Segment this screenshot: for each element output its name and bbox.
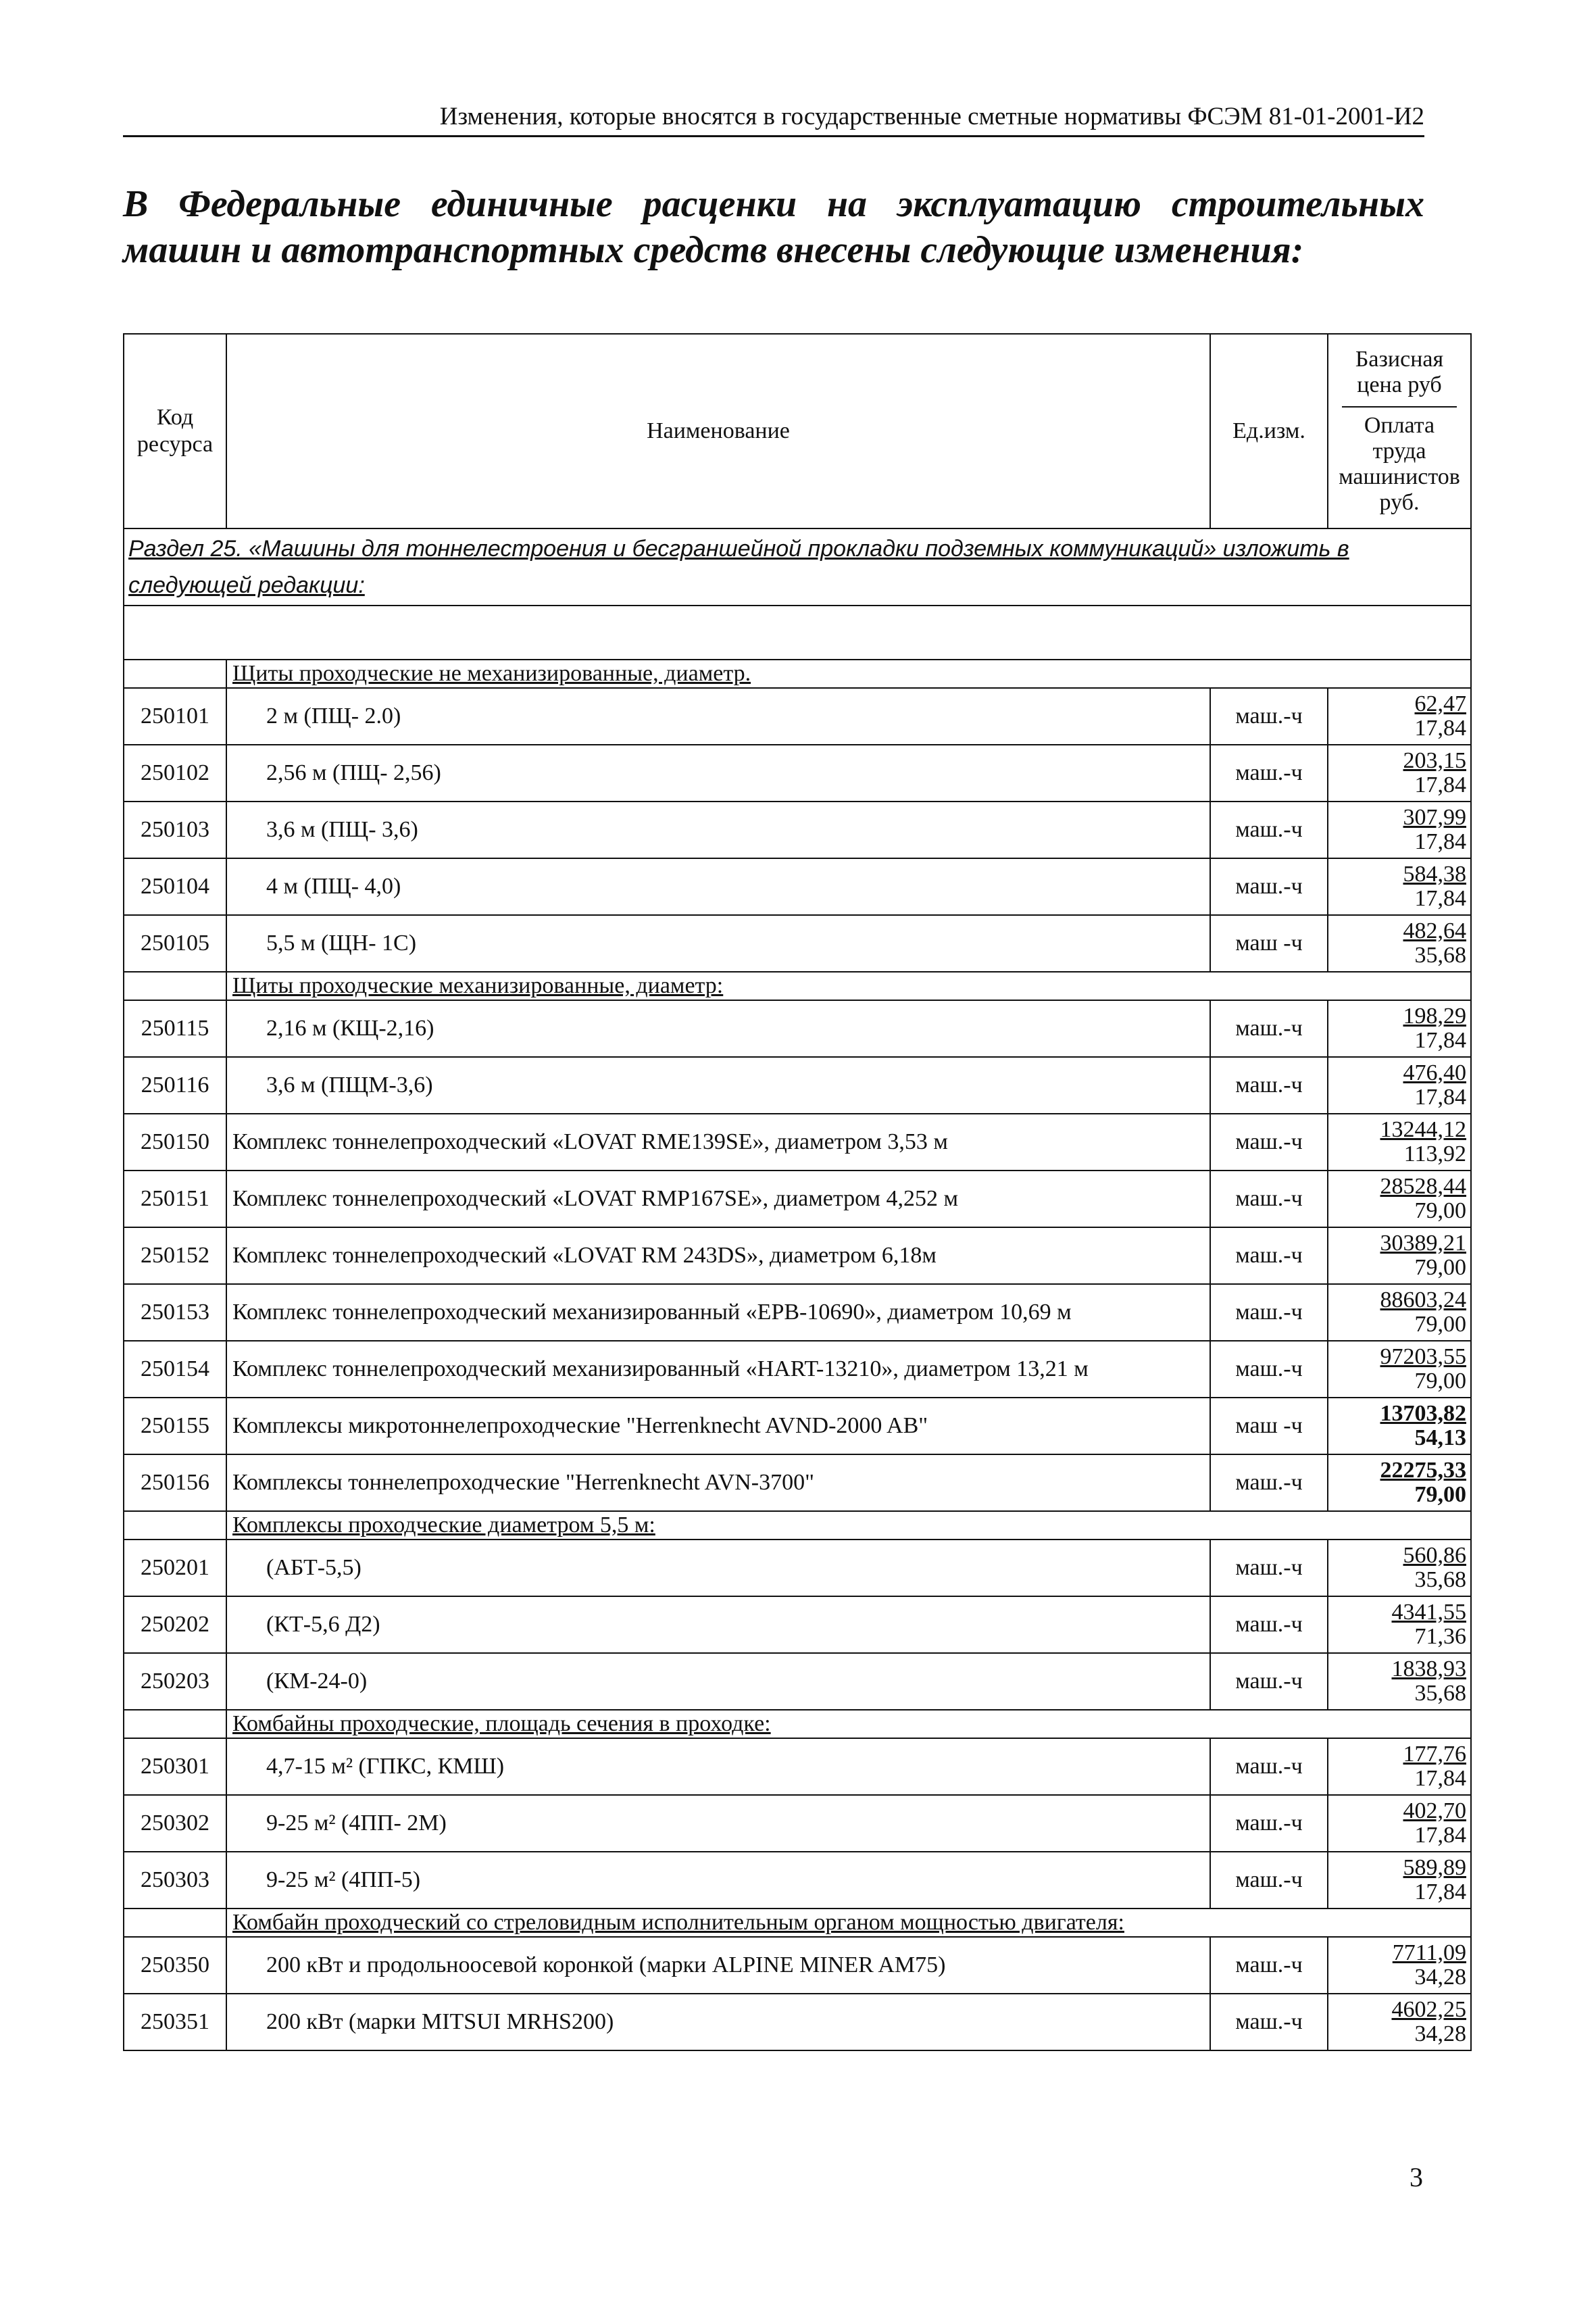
- base-price: 177,76: [1403, 1742, 1466, 1767]
- table-row: [124, 1596, 1471, 1653]
- group-header-spacer: [124, 1710, 226, 1738]
- table-row: [124, 1653, 1471, 1710]
- operator-wage: 17,84: [1414, 829, 1466, 854]
- price-cell: [1328, 1227, 1471, 1284]
- price-cell: [1328, 1738, 1471, 1795]
- price-cell: [1328, 858, 1471, 915]
- unit-of-measure: маш.-ч: [1210, 1171, 1328, 1227]
- operator-wage: 79,00: [1414, 1198, 1466, 1223]
- table-row: [124, 1738, 1471, 1795]
- resource-code: 250155: [124, 1398, 226, 1454]
- resource-name: 200 кВт (марки MITSUI MRHS200): [226, 1994, 1210, 2050]
- group-header-row: [124, 1710, 1471, 1738]
- base-price: 589,89: [1403, 1855, 1466, 1880]
- unit-of-measure: маш.-ч: [1210, 858, 1328, 915]
- section-title-text: Раздел 25. «Машины для тоннелестроения и бесграншейной прокладки подземных коммуникаций» изложить в следующей редакции:: [128, 536, 1349, 598]
- table-row: [124, 1937, 1471, 1994]
- group-header-spacer: [124, 1909, 226, 1937]
- base-price: 13244,12: [1380, 1117, 1466, 1142]
- header-name: Наименование: [226, 334, 1210, 528]
- resource-name: Комплекс тоннелепроходческий «LOVAT RMP167SE», диаметром 4,252 м: [226, 1171, 1210, 1227]
- resource-code: 250154: [124, 1341, 226, 1398]
- table-row: [124, 1057, 1471, 1114]
- resource-name: (КТ-5,6 Д2): [226, 1596, 1210, 1653]
- operator-wage: 79,00: [1414, 1369, 1466, 1394]
- base-price: 482,64: [1403, 918, 1466, 943]
- table-row: [124, 1454, 1471, 1511]
- unit-of-measure: маш.-ч: [1210, 1795, 1328, 1852]
- header-price: [1328, 334, 1471, 528]
- price-cell: [1328, 1114, 1471, 1171]
- resource-code: 250151: [124, 1171, 226, 1227]
- base-price: 97203,55: [1380, 1344, 1466, 1369]
- operator-wage: 17,84: [1414, 1028, 1466, 1053]
- resource-name: 2,56 м (ПЩ- 2,56): [226, 745, 1210, 802]
- operator-wage: 17,84: [1414, 886, 1466, 911]
- operator-wage: 17,84: [1414, 772, 1466, 797]
- unit-of-measure: маш.-ч: [1210, 688, 1328, 745]
- operator-wage: 17,84: [1414, 1879, 1466, 1904]
- base-price: 560,86: [1403, 1543, 1466, 1568]
- resource-name: (КМ-24-0): [226, 1653, 1210, 1710]
- group-title-text: Комбайн проходческий со стреловидным исполнительным органом мощностью двигателя:: [232, 1910, 1124, 1935]
- price-cell: [1328, 1341, 1471, 1398]
- unit-of-measure: маш.-ч: [1210, 1114, 1328, 1171]
- base-price: 476,40: [1403, 1060, 1466, 1085]
- unit-of-measure: маш.-ч: [1210, 1341, 1328, 1398]
- resource-name: 3,6 м (ПЩМ-3,6): [226, 1057, 1210, 1114]
- resource-name: 3,6 м (ПЩ- 3,6): [226, 802, 1210, 858]
- resource-code: 250201: [124, 1540, 226, 1596]
- resource-code: 250302: [124, 1795, 226, 1852]
- table-row: [124, 745, 1471, 802]
- table-row: [124, 1171, 1471, 1227]
- group-header-row: [124, 1909, 1471, 1937]
- base-price: 13703,82: [1380, 1401, 1466, 1426]
- operator-wage: 54,13: [1414, 1425, 1466, 1450]
- base-price: 198,29: [1403, 1004, 1466, 1029]
- price-cell: [1328, 1596, 1471, 1653]
- table-row: [124, 1398, 1471, 1454]
- header-code: Код ресурса: [124, 334, 226, 528]
- base-price: 203,15: [1403, 748, 1466, 773]
- resource-code: 250115: [124, 1000, 226, 1057]
- base-price: 402,70: [1403, 1798, 1466, 1823]
- section-title-row: [124, 528, 1471, 606]
- resource-code: 250153: [124, 1284, 226, 1341]
- base-price: 307,99: [1403, 805, 1466, 830]
- resource-code: 250301: [124, 1738, 226, 1795]
- resource-name: (АБТ-5,5): [226, 1540, 1210, 1596]
- resource-code: 250102: [124, 745, 226, 802]
- group-header-row: [124, 972, 1471, 1000]
- resource-name: Комплексы микротоннелепроходческие "Herrenknecht AVND-2000 AB": [226, 1398, 1210, 1454]
- table-row: [124, 858, 1471, 915]
- resource-code: 250105: [124, 915, 226, 972]
- resource-code: 250350: [124, 1937, 226, 1994]
- resource-name: 9-25 м² (4ПП-5): [226, 1852, 1210, 1909]
- table-row: [124, 1284, 1471, 1341]
- group-title: [226, 1909, 1471, 1937]
- operator-wage: 17,84: [1414, 716, 1466, 741]
- base-price: 62,47: [1414, 691, 1466, 716]
- resource-name: 4,7-15 м² (ГПКС, КМШ): [226, 1738, 1210, 1795]
- unit-of-measure: маш.-ч: [1210, 745, 1328, 802]
- base-price: 22275,33: [1380, 1458, 1466, 1483]
- operator-wage: 35,68: [1414, 1567, 1466, 1592]
- blank-cell: [124, 606, 1471, 660]
- group-title-text: Комплексы проходческие диаметром 5,5 м:: [232, 1512, 655, 1537]
- operator-wage: 17,84: [1414, 1766, 1466, 1791]
- table-row: [124, 915, 1471, 972]
- operator-wage: 79,00: [1414, 1482, 1466, 1507]
- table-row: [124, 1540, 1471, 1596]
- unit-of-measure: маш.-ч: [1210, 1000, 1328, 1057]
- group-title: [226, 972, 1471, 1000]
- group-header-spacer: [124, 660, 226, 688]
- unit-of-measure: маш.-ч: [1210, 1653, 1328, 1710]
- table-header-row: [124, 334, 1471, 528]
- price-cell: [1328, 1284, 1471, 1341]
- resource-name: 200 кВт и продольноосевой коронкой (марки ALPINE MINER AM75): [226, 1937, 1210, 1994]
- price-cell: [1328, 1171, 1471, 1227]
- group-title: [226, 1511, 1471, 1540]
- running-header: Изменения, которые вносятся в государственные сметные нормативы ФСЭМ 81-01-2001-И2: [123, 100, 1424, 137]
- resource-code: 250152: [124, 1227, 226, 1284]
- base-price: 30389,21: [1380, 1231, 1466, 1256]
- table-row: [124, 1227, 1471, 1284]
- resource-code: 250116: [124, 1057, 226, 1114]
- price-cell: [1328, 1653, 1471, 1710]
- operator-wage: 17,84: [1414, 1823, 1466, 1848]
- price-cell: [1328, 1057, 1471, 1114]
- group-title: [226, 1710, 1471, 1738]
- resource-code: 250101: [124, 688, 226, 745]
- table-row: [124, 1852, 1471, 1909]
- operator-wage: 35,68: [1414, 943, 1466, 968]
- header-price-wage: Оплата труда машинистов руб.: [1339, 413, 1460, 515]
- resource-code: 250351: [124, 1994, 226, 2050]
- resource-name: Комплекс тоннелепроходческий «LOVAT RM 243DS», диаметром 6,18м: [226, 1227, 1210, 1284]
- price-cell: [1328, 1540, 1471, 1596]
- resource-code: 250303: [124, 1852, 226, 1909]
- rates-table-body: [124, 334, 1471, 2050]
- price-cell: [1328, 1000, 1471, 1057]
- blank-row: [124, 606, 1471, 660]
- operator-wage: 79,00: [1414, 1312, 1466, 1337]
- unit-of-measure: маш.-ч: [1210, 1738, 1328, 1795]
- base-price: 1838,93: [1391, 1656, 1466, 1681]
- table-row: [124, 1994, 1471, 2050]
- price-cell: [1328, 1398, 1471, 1454]
- operator-wage: 34,28: [1414, 2021, 1466, 2046]
- unit-of-measure: маш.-ч: [1210, 1454, 1328, 1511]
- resource-code: 250104: [124, 858, 226, 915]
- group-header-spacer: [124, 1511, 226, 1540]
- base-price: 4341,55: [1391, 1600, 1466, 1625]
- header-price-divider: [1342, 406, 1457, 408]
- price-cell: [1328, 1852, 1471, 1909]
- resource-code: 250103: [124, 802, 226, 858]
- group-header-row: [124, 1511, 1471, 1540]
- table-row: [124, 1000, 1471, 1057]
- resource-name: Комплексы тоннелепроходческие "Herrenknecht AVN-3700": [226, 1454, 1210, 1511]
- resource-name: Комплекс тоннелепроходческий механизированный «HART-13210», диаметром 13,21 м: [226, 1341, 1210, 1398]
- unit-of-measure: маш -ч: [1210, 915, 1328, 972]
- resource-code: 250150: [124, 1114, 226, 1171]
- resource-code: 250202: [124, 1596, 226, 1653]
- operator-wage: 17,84: [1414, 1085, 1466, 1110]
- price-cell: [1328, 1937, 1471, 1994]
- table-row: [124, 1114, 1471, 1171]
- resource-name: 2 м (ПЩ- 2.0): [226, 688, 1210, 745]
- intro-heading: В Федеральные единичные расценки на эксплуатацию строительных машин и автотранспортных средств внесены следующие изменения:: [123, 183, 1424, 271]
- base-price: 4602,25: [1391, 1997, 1466, 2022]
- table-row: [124, 802, 1471, 858]
- unit-of-measure: маш -ч: [1210, 1398, 1328, 1454]
- group-header-spacer: [124, 972, 226, 1000]
- unit-of-measure: маш.-ч: [1210, 802, 1328, 858]
- unit-of-measure: маш.-ч: [1210, 1852, 1328, 1909]
- group-title: [226, 660, 1471, 688]
- unit-of-measure: маш.-ч: [1210, 1937, 1328, 1994]
- unit-of-measure: маш.-ч: [1210, 1596, 1328, 1653]
- resource-name: 9-25 м² (4ПП- 2М): [226, 1795, 1210, 1852]
- unit-of-measure: маш.-ч: [1210, 1540, 1328, 1596]
- operator-wage: 34,28: [1414, 1965, 1466, 1990]
- table-row: [124, 688, 1471, 745]
- price-cell: [1328, 915, 1471, 972]
- operator-wage: 35,68: [1414, 1681, 1466, 1706]
- page-number: 3: [1410, 2162, 1423, 2192]
- unit-of-measure: маш.-ч: [1210, 1227, 1328, 1284]
- group-header-row: [124, 660, 1471, 688]
- price-cell: [1328, 688, 1471, 745]
- table-row: [124, 1341, 1471, 1398]
- price-cell: [1328, 745, 1471, 802]
- price-cell: [1328, 1795, 1471, 1852]
- operator-wage: 71,36: [1414, 1624, 1466, 1649]
- base-price: 88603,24: [1380, 1287, 1466, 1312]
- section-title: [124, 528, 1471, 606]
- price-cell: [1328, 1454, 1471, 1511]
- resource-name: 5,5 м (ЩН- 1С): [226, 915, 1210, 972]
- header-price-base: Базисная цена руб: [1355, 347, 1444, 397]
- resource-code: 250156: [124, 1454, 226, 1511]
- rates-table: [123, 333, 1472, 2051]
- resource-name: Комплекс тоннелепроходческий механизированный «EPB-10690», диаметром 10,69 м: [226, 1284, 1210, 1341]
- price-cell: [1328, 1994, 1471, 2050]
- price-cell: [1328, 802, 1471, 858]
- resource-name: Комплекс тоннелепроходческий «LOVAT RME139SE», диаметром 3,53 м: [226, 1114, 1210, 1171]
- group-title-text: Щиты проходческие механизированные, диаметр:: [232, 973, 724, 998]
- base-price: 7711,09: [1392, 1940, 1466, 1965]
- unit-of-measure: маш.-ч: [1210, 1284, 1328, 1341]
- header-unit: Ед.изм.: [1210, 334, 1328, 528]
- unit-of-measure: маш.-ч: [1210, 1057, 1328, 1114]
- base-price: 28528,44: [1380, 1174, 1466, 1199]
- resource-code: 250203: [124, 1653, 226, 1710]
- operator-wage: 113,92: [1403, 1141, 1466, 1166]
- table-row: [124, 1795, 1471, 1852]
- group-title-text: Щиты проходческие не механизированные, диаметр.: [232, 661, 751, 686]
- resource-name: 4 м (ПЩ- 4,0): [226, 858, 1210, 915]
- operator-wage: 79,00: [1414, 1255, 1466, 1280]
- resource-name: 2,16 м (КЩ-2,16): [226, 1000, 1210, 1057]
- unit-of-measure: маш.-ч: [1210, 1994, 1328, 2050]
- group-title-text: Комбайны проходческие, площадь сечения в проходке:: [232, 1711, 771, 1736]
- base-price: 584,38: [1403, 862, 1466, 887]
